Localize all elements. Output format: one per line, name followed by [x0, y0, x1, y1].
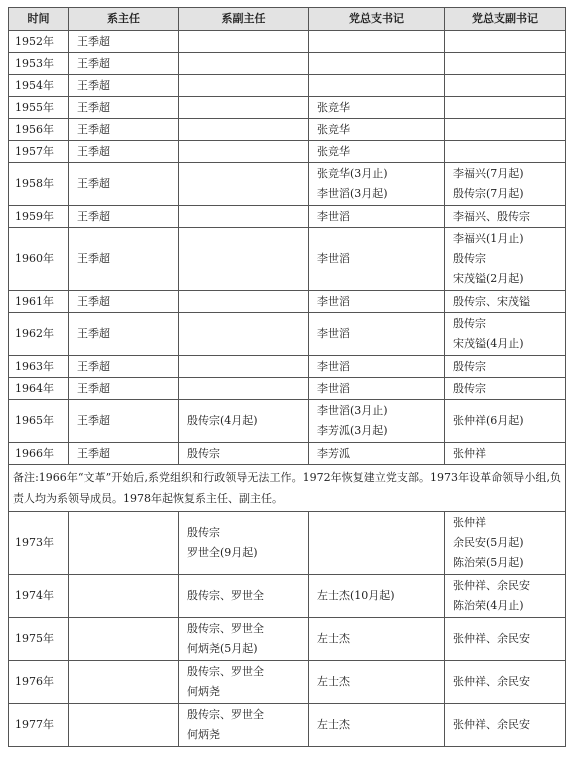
year-cell: 1953年	[9, 53, 69, 75]
cell-line: 王季超	[77, 177, 110, 190]
cell-line: 殷传宗、罗世全	[187, 665, 264, 678]
deputy-party-secretary-cell	[445, 661, 566, 704]
party-secretary-cell	[309, 378, 445, 400]
cell-line: 张仲祥	[453, 516, 486, 529]
year-cell: 1956年	[9, 119, 69, 141]
party-secretary-cell	[309, 400, 445, 443]
table-row	[9, 141, 566, 163]
deputy-director-cell	[179, 97, 309, 119]
cell-line: 王季超	[77, 294, 110, 308]
cell-line: 张仲祥(6月起)	[453, 414, 524, 427]
cell-line: 左士杰(10月起)	[317, 589, 395, 602]
table-row	[9, 97, 566, 119]
table-row	[9, 661, 566, 704]
director-cell	[69, 378, 179, 400]
deputy-director-cell	[179, 31, 309, 53]
table-row	[9, 163, 566, 206]
year-cell: 1952年	[9, 31, 69, 53]
deputy-party-secretary-cell	[445, 618, 566, 661]
party-secretary-cell	[309, 313, 445, 356]
year-cell: 1959年	[9, 206, 69, 228]
cell-line: 张竞华	[317, 122, 350, 136]
cell-line: 张仲祥	[453, 446, 486, 460]
table-row	[9, 378, 566, 400]
cell-line: 王季超	[77, 381, 110, 395]
cell-line: 殷传宗、罗世全	[187, 708, 264, 721]
party-secretary-cell	[309, 356, 445, 378]
cell-line: 王季超	[77, 78, 110, 92]
cell-line: 李世滔	[317, 294, 350, 308]
year-cell: 1957年	[9, 141, 69, 163]
table-row	[9, 75, 566, 97]
deputy-director-cell	[179, 228, 309, 291]
party-secretary-cell	[309, 97, 445, 119]
header-deputy-party-secretary: 党总支副书记	[445, 8, 566, 31]
cell-line: 李世滔	[317, 209, 350, 223]
cell-line: 张仲祥、余民安	[453, 579, 530, 592]
deputy-director-cell	[179, 661, 309, 704]
deputy-director-cell	[179, 378, 309, 400]
year-cell: 1960年	[9, 228, 69, 291]
cell-line: 王季超	[77, 252, 110, 265]
table-row	[9, 313, 566, 356]
director-cell	[69, 512, 179, 575]
deputy-director-cell	[179, 512, 309, 575]
note-text: 备注:1966年“文革”开始后,系党组织和行政领导无法工作。1972年恢复建立党支部。1973年设革命领导小组,负责人均为系领导成员。1978年起恢复系主任、副主任。	[9, 465, 566, 512]
table-row	[9, 291, 566, 313]
party-secretary-cell	[309, 31, 445, 53]
deputy-director-cell	[179, 356, 309, 378]
table-row	[9, 575, 566, 618]
cell-line: 王季超	[77, 327, 110, 340]
year-cell: 1976年	[9, 661, 69, 704]
cell-line: 罗世全(9月起)	[187, 546, 258, 559]
director-cell	[69, 313, 179, 356]
cell-line: 殷传宗(7月起)	[453, 187, 524, 200]
deputy-director-cell	[179, 75, 309, 97]
cell-line: 殷传宗	[453, 359, 486, 373]
deputy-party-secretary-cell	[445, 206, 566, 228]
table-body-after-note	[9, 512, 566, 747]
director-cell	[69, 119, 179, 141]
director-cell	[69, 400, 179, 443]
director-cell	[69, 31, 179, 53]
cell-line: 张仲祥、余民安	[453, 675, 530, 688]
year-cell: 1958年	[9, 163, 69, 206]
header-director: 系主任	[69, 8, 179, 31]
cell-line: 左士杰	[317, 675, 350, 688]
deputy-director-cell	[179, 53, 309, 75]
cell-line: 殷传宗	[453, 317, 486, 330]
header-row	[9, 8, 566, 31]
cell-line: 李芳泒	[317, 446, 350, 460]
table-row	[9, 618, 566, 661]
deputy-party-secretary-cell	[445, 31, 566, 53]
deputy-party-secretary-cell	[445, 443, 566, 465]
cell-line: 李世滔(3月起)	[317, 187, 388, 200]
cell-line: 李福兴(7月起)	[453, 167, 524, 180]
cell-line: 左士杰	[317, 718, 350, 731]
cell-line: 李福兴、殷传宗	[453, 209, 530, 223]
table-row	[9, 228, 566, 291]
cell-line: 李芳泒(3月起)	[317, 424, 388, 437]
leadership-table	[8, 7, 566, 747]
director-cell	[69, 53, 179, 75]
cell-line: 何炳尧(5月起)	[187, 642, 258, 655]
deputy-party-secretary-cell	[445, 141, 566, 163]
cell-line: 张仲祥、余民安	[453, 632, 530, 645]
cell-line: 王季超	[77, 100, 110, 114]
party-secretary-cell	[309, 53, 445, 75]
deputy-director-cell	[179, 704, 309, 747]
director-cell	[69, 661, 179, 704]
director-cell	[69, 575, 179, 618]
cell-line: 殷传宗(4月起)	[187, 414, 258, 427]
deputy-director-cell	[179, 575, 309, 618]
cell-line: 王季超	[77, 209, 110, 223]
cell-line: 李世滔	[317, 359, 350, 373]
table-row	[9, 119, 566, 141]
year-cell: 1973年	[9, 512, 69, 575]
deputy-director-cell	[179, 291, 309, 313]
deputy-party-secretary-cell	[445, 704, 566, 747]
deputy-party-secretary-cell	[445, 400, 566, 443]
cell-line: 王季超	[77, 414, 110, 427]
year-cell: 1961年	[9, 291, 69, 313]
cell-line: 王季超	[77, 56, 110, 70]
year-cell: 1964年	[9, 378, 69, 400]
year-cell: 1954年	[9, 75, 69, 97]
deputy-director-cell	[179, 119, 309, 141]
cell-line: 李福兴(1月止)	[453, 232, 524, 245]
director-cell	[69, 97, 179, 119]
party-secretary-cell	[309, 141, 445, 163]
cell-line: 王季超	[77, 359, 110, 373]
deputy-party-secretary-cell	[445, 313, 566, 356]
deputy-party-secretary-cell	[445, 378, 566, 400]
year-cell: 1974年	[9, 575, 69, 618]
cell-line: 王季超	[77, 122, 110, 136]
cell-line: 李世滔	[317, 327, 350, 340]
header-time: 时间	[9, 8, 69, 31]
deputy-director-cell	[179, 313, 309, 356]
table-row	[9, 704, 566, 747]
party-secretary-cell	[309, 75, 445, 97]
party-secretary-cell	[309, 163, 445, 206]
cell-line: 李世滔(3月止)	[317, 404, 388, 417]
director-cell	[69, 228, 179, 291]
party-secretary-cell	[309, 661, 445, 704]
cell-line: 左士杰	[317, 632, 350, 645]
deputy-party-secretary-cell	[445, 512, 566, 575]
cell-line: 殷传宗	[453, 252, 486, 265]
cell-line: 余民安(5月起)	[453, 536, 524, 549]
cell-line: 王季超	[77, 34, 110, 48]
party-secretary-cell	[309, 228, 445, 291]
year-cell: 1975年	[9, 618, 69, 661]
director-cell	[69, 163, 179, 206]
deputy-party-secretary-cell	[445, 356, 566, 378]
deputy-party-secretary-cell	[445, 53, 566, 75]
cell-line: 王季超	[77, 144, 110, 158]
deputy-director-cell	[179, 141, 309, 163]
note-row	[9, 465, 566, 512]
table-row	[9, 443, 566, 465]
header-party-secretary: 党总支书记	[309, 8, 445, 31]
year-cell: 1962年	[9, 313, 69, 356]
party-secretary-cell	[309, 512, 445, 575]
party-secretary-cell	[309, 443, 445, 465]
cell-line: 张竞华	[317, 144, 350, 158]
director-cell	[69, 291, 179, 313]
deputy-party-secretary-cell	[445, 97, 566, 119]
table-body-before-note	[9, 31, 566, 465]
year-cell: 1977年	[9, 704, 69, 747]
table-row	[9, 512, 566, 575]
party-secretary-cell	[309, 119, 445, 141]
cell-line: 宋茂镒(2月起)	[453, 272, 524, 285]
cell-line: 殷传宗、宋茂镒	[453, 294, 530, 308]
table-row	[9, 400, 566, 443]
cell-line: 李世滔	[317, 381, 350, 395]
director-cell	[69, 356, 179, 378]
deputy-party-secretary-cell	[445, 291, 566, 313]
cell-line: 李世滔	[317, 252, 350, 265]
cell-line: 殷传宗	[187, 446, 220, 460]
cell-line: 王季超	[77, 446, 110, 460]
table-row	[9, 53, 566, 75]
table-row	[9, 206, 566, 228]
director-cell	[69, 618, 179, 661]
party-secretary-cell	[309, 291, 445, 313]
deputy-party-secretary-cell	[445, 575, 566, 618]
cell-line: 殷传宗、罗世全	[187, 622, 264, 635]
deputy-party-secretary-cell	[445, 119, 566, 141]
cell-line: 宋茂镒(4月止)	[453, 337, 524, 350]
party-secretary-cell	[309, 206, 445, 228]
note-section	[9, 465, 566, 512]
table-row	[9, 356, 566, 378]
cell-line: 殷传宗、罗世全	[187, 589, 264, 602]
director-cell	[69, 75, 179, 97]
cell-line: 殷传宗	[453, 381, 486, 395]
director-cell	[69, 141, 179, 163]
table-row	[9, 31, 566, 53]
deputy-director-cell	[179, 163, 309, 206]
party-secretary-cell	[309, 704, 445, 747]
cell-line: 何炳尧	[187, 685, 220, 698]
cell-line: 张竞华	[317, 100, 350, 114]
year-cell: 1966年	[9, 443, 69, 465]
director-cell	[69, 704, 179, 747]
deputy-director-cell	[179, 400, 309, 443]
deputy-party-secretary-cell	[445, 163, 566, 206]
header-deputy-director: 系副主任	[179, 8, 309, 31]
director-cell	[69, 206, 179, 228]
year-cell: 1955年	[9, 97, 69, 119]
party-secretary-cell	[309, 618, 445, 661]
year-cell: 1965年	[9, 400, 69, 443]
cell-line: 陈治荣(5月起)	[453, 556, 524, 569]
cell-line: 何炳尧	[187, 728, 220, 741]
party-secretary-cell	[309, 575, 445, 618]
cell-line: 张竞华(3月止)	[317, 167, 388, 180]
deputy-director-cell	[179, 618, 309, 661]
director-cell	[69, 443, 179, 465]
cell-line: 殷传宗	[187, 526, 220, 539]
deputy-director-cell	[179, 206, 309, 228]
deputy-party-secretary-cell	[445, 228, 566, 291]
year-cell: 1963年	[9, 356, 69, 378]
deputy-party-secretary-cell	[445, 75, 566, 97]
deputy-director-cell	[179, 443, 309, 465]
cell-line: 陈治荣(4月止)	[453, 599, 524, 612]
cell-line: 张仲祥、余民安	[453, 718, 530, 731]
